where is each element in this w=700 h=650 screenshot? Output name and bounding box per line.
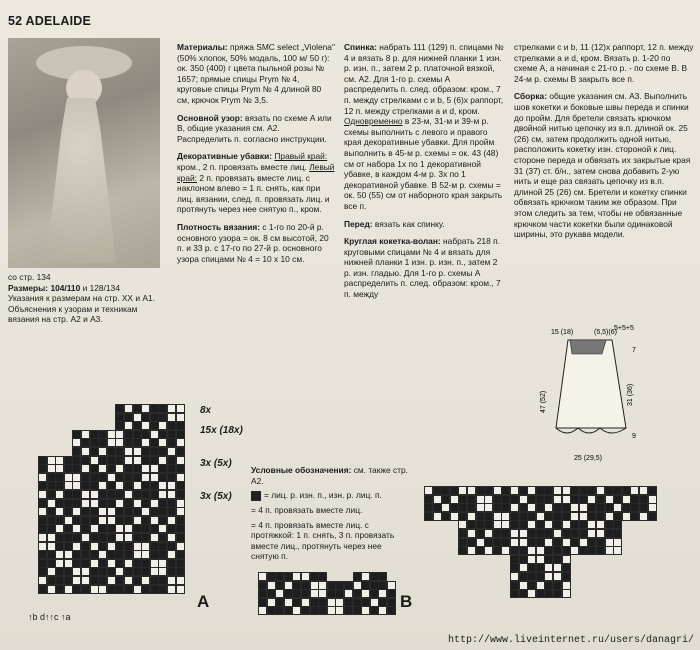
chart-cell <box>648 512 657 521</box>
legend: Условные обозначения: см. также стр. A2. = лиц. р. изн. п., изн. р. лиц. п. = 4 п. провязать вместе лиц. = 4 п. провязать вместе лиц. с протяжкой: 1 п. снять, 3 п. провязать вместе лиц., протянуть через нее снятую п. <box>251 465 408 562</box>
model-photo <box>8 38 160 268</box>
assembly-paragraph: Сборка: общие указания см. A3. Выполнить шов кокетки и боковые швы переда и спинки до пройм. Для бретели связать крючком двойной нитью цепочку из в.п. длиной ок. 25 (26) см, затем продолжить одной нитью, расположить кокетку изн. стороной к лиц. стороне переда и обвязать их закрытые края 31 (37) ст. б/н., затем снова добавить 2-ую нить и еще раз связать цепочку из в.п. длиной 25 (26) см. Бретели и кокетку спинки обвязать крючком таким же образом. При этом следить за тем, чтобы не обвязанные крючком части кокетки были одинаковой ширины, это рукава модели. <box>514 91 691 240</box>
text-column-1 <box>177 42 335 271</box>
chart-cell <box>176 585 185 594</box>
dim-hem-h: 9 <box>632 433 636 440</box>
repeat-15x: 15x (18x) <box>200 425 243 436</box>
source-url: http://www.liveinternet.ru/users/danagri/ <box>447 635 694 646</box>
dim-yoke-h: 7 <box>632 347 636 354</box>
dim-shoulder: 5+5+5 <box>614 325 634 332</box>
chart-a-label: A <box>197 592 210 611</box>
repeat-8x: 8x <box>200 405 212 416</box>
dim-length: 47 (52) <box>540 390 547 413</box>
sizes-label: Размеры: <box>8 282 49 293</box>
dim-side: 31 (36) <box>627 383 634 406</box>
main-pattern-paragraph: Основной узор: вязать по схеме A или B, общие указания см. A2. Распределить п. согласно инструкции. <box>177 112 332 144</box>
front-paragraph: Перед: вязать как спинку. <box>344 218 445 229</box>
gauge-paragraph: Плотность вязания: с 1-го по 20-й р. основного узора = ок. 8 см высотой, 20 п. и 33 р. с 17-го по 27-й р. основного узора спицами № 4 = 10 х 10 см. <box>177 221 329 264</box>
photo-caption <box>8 272 168 325</box>
yoke-paragraph: Круглая кокетка-волан: набрать 218 п. круговыми спицами № 4 и вязать для нижней планки 1 изн. р. изн. п., затем 2 р. изн. гладью. Для 1-го р. схемы A распределить п. след. образом: кром., 7 п. между <box>344 236 501 300</box>
decrease-paragraph: Декоративные убавки: Правый край: кром., 2 п. провязать вместе лиц. Левый край: 2 п. провязать вместе лиц. с наклоном влево = 1 п. снять, как при лиц. вязании, след. п. провязать лиц. и протянуть через нее снятую п., кром. <box>177 151 335 215</box>
repeat-3x-b: 3x (5x) <box>200 491 232 502</box>
back-paragraph: Спинка: набрать 111 (129) п. спицами № 4 и вязать 8 р. для нижней планки 1 изн. р. изн. п., затем 2 р. платочной вязкой, см. A2. Для 1-го р. схемы A распределить п. след. образом: кром., 7 п. между стрелками c и b, 5 (6)х раппорт, 12 п. между стрелками a и d, кром. Одновременно в 23-м, 31-м и 39-м р. схемы выполнить с левого и правого края декоративные убавки. Для пройм выполнить в 45-м р. схемы = ок. 43 (48) см от набора 1х по 1 декоративной убавке, в каждом 4-м р. 3х по 1 декоративной убавке. В 52-м р. схемы = ок. 50 (55) см от наборного края закрыть все п. <box>344 42 504 211</box>
chart-cell <box>387 606 396 615</box>
sizes-value: 104/110 <box>50 282 81 293</box>
page-ref: со стр. 134 <box>8 272 51 282</box>
dim-neck-2: 15 (18) <box>551 329 574 336</box>
dress-shape <box>46 98 116 263</box>
dim-width: 25 (29,5) <box>574 455 603 462</box>
chart-a-markers: ↑b d↑↑c ↑a <box>28 612 71 622</box>
text-column-3 <box>514 42 694 247</box>
chart-b-label: B <box>400 592 413 611</box>
page-header <box>8 14 91 28</box>
sizes-extra: и 128/134 <box>82 282 120 293</box>
chart-cell <box>613 546 622 555</box>
caption-note: Указания к размерам на стр. XX и A1. Объяснения к узорам и техникам вязания на стр. A2 и A3. <box>8 293 155 325</box>
back-continued: стрелками c и b, 11 (12)х раппорт, 12 п. между стрелками a и d, кром. Вязать р. 1-20 по схеме A, а начиная с 21-го р. - по схеме B. В 24-м р. схемы B закрыть все п. <box>514 42 694 84</box>
garment-schematic <box>540 318 696 466</box>
dim-neck-1: (5,5)(6) <box>594 329 617 336</box>
materials-paragraph: Материалы: пряжа SMC select „Violena" (50% хлопок, 50% модаль, 100 м/ 50 г): ок. 350 (400) г цвета пыльной розы № 1657; прямые спицы Prym № 4, круговые спицы Prym № 4 длиной 80 см, крючок Prym № 3,5. <box>177 42 335 105</box>
page-number: 52 <box>8 14 23 28</box>
text-column-2 <box>344 42 504 307</box>
chart-cell <box>562 589 571 598</box>
pattern-title: ADELAIDE <box>25 14 92 28</box>
repeat-3x: 3x (5x) <box>200 458 232 469</box>
